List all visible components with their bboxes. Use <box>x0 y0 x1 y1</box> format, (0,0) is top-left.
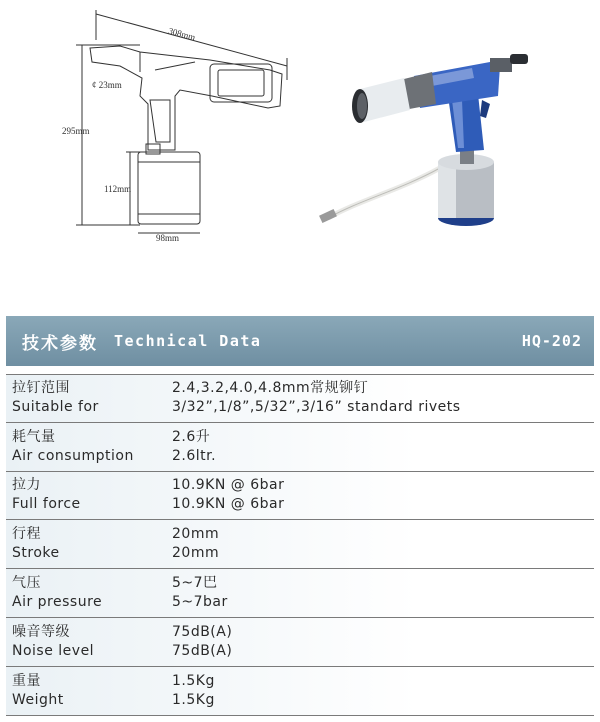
spec-rows <box>6 374 594 716</box>
spec-value-en: 2.6ltr. <box>172 447 217 464</box>
spec-value-en: 1.5Kg <box>172 691 215 708</box>
spec-label-en: Air consumption <box>12 447 134 464</box>
spec-value-cn: 2.6升 <box>172 428 211 445</box>
spec-row-stroke <box>6 520 594 569</box>
spec-value-en: 10.9KN @ 6bar <box>172 496 285 513</box>
technical-data-table <box>6 316 594 716</box>
spec-label-en: Full force <box>12 496 81 513</box>
table-title-en: Technical Data <box>114 332 262 350</box>
spec-label-en: Noise level <box>12 642 95 659</box>
spec-value-en: 20mm <box>172 545 220 562</box>
model-number: HQ-202 <box>521 332 582 350</box>
spec-label-cn: 行程 <box>12 526 41 543</box>
spec-value-en: 75dB(A) <box>172 642 233 659</box>
spec-value-cn: 20mm <box>172 526 220 543</box>
spec-value-cn: 2.4,3.2,4.0,4.8mm常规铆钉 <box>172 380 369 397</box>
table-header <box>6 316 594 366</box>
spec-value-en: 5~7bar <box>172 594 228 611</box>
spec-label-cn: 噪音等级 <box>12 623 70 640</box>
spec-label-cn: 拉钉范围 <box>12 380 70 397</box>
spec-label-cn: 重量 <box>12 672 41 689</box>
product-illustrations <box>0 0 600 310</box>
spec-row-suitable-for <box>6 374 594 423</box>
spec-value-en: 3/32”,1/8”,5/32”,3/16” standard rivets <box>172 399 461 416</box>
spec-label-cn: 拉力 <box>12 477 41 494</box>
dim-diameter-label: ¢ 23mm <box>92 80 122 90</box>
spec-value-cn: 5~7巴 <box>172 575 218 592</box>
dim-height-label: 295mm <box>62 126 90 136</box>
dimension-drawing <box>76 10 287 233</box>
dim-base-width-label: 98mm <box>156 233 180 243</box>
table-title-cn: 技术参数 <box>22 333 98 354</box>
spec-value-cn: 10.9KN @ 6bar <box>172 477 285 494</box>
dim-length-label: 308mm <box>167 25 197 43</box>
spec-row-full-force <box>6 472 594 521</box>
spec-value-cn: 75dB(A) <box>172 623 233 640</box>
spec-label-cn: 气压 <box>12 575 41 592</box>
spec-label-cn: 耗气量 <box>12 428 56 445</box>
spec-label-en: Weight <box>12 691 64 708</box>
spec-row-weight <box>6 667 594 716</box>
product-photo <box>319 54 528 226</box>
spec-row-noise-level <box>6 618 594 667</box>
spec-label-en: Air pressure <box>12 594 103 611</box>
spec-row-air-consumption <box>6 423 594 472</box>
spec-row-air-pressure <box>6 569 594 618</box>
dim-base-height-label: 112mm <box>104 184 132 194</box>
spec-value-cn: 1.5Kg <box>172 672 215 689</box>
spec-label-en: Suitable for <box>12 399 99 416</box>
spec-label-en: Stroke <box>12 545 60 562</box>
